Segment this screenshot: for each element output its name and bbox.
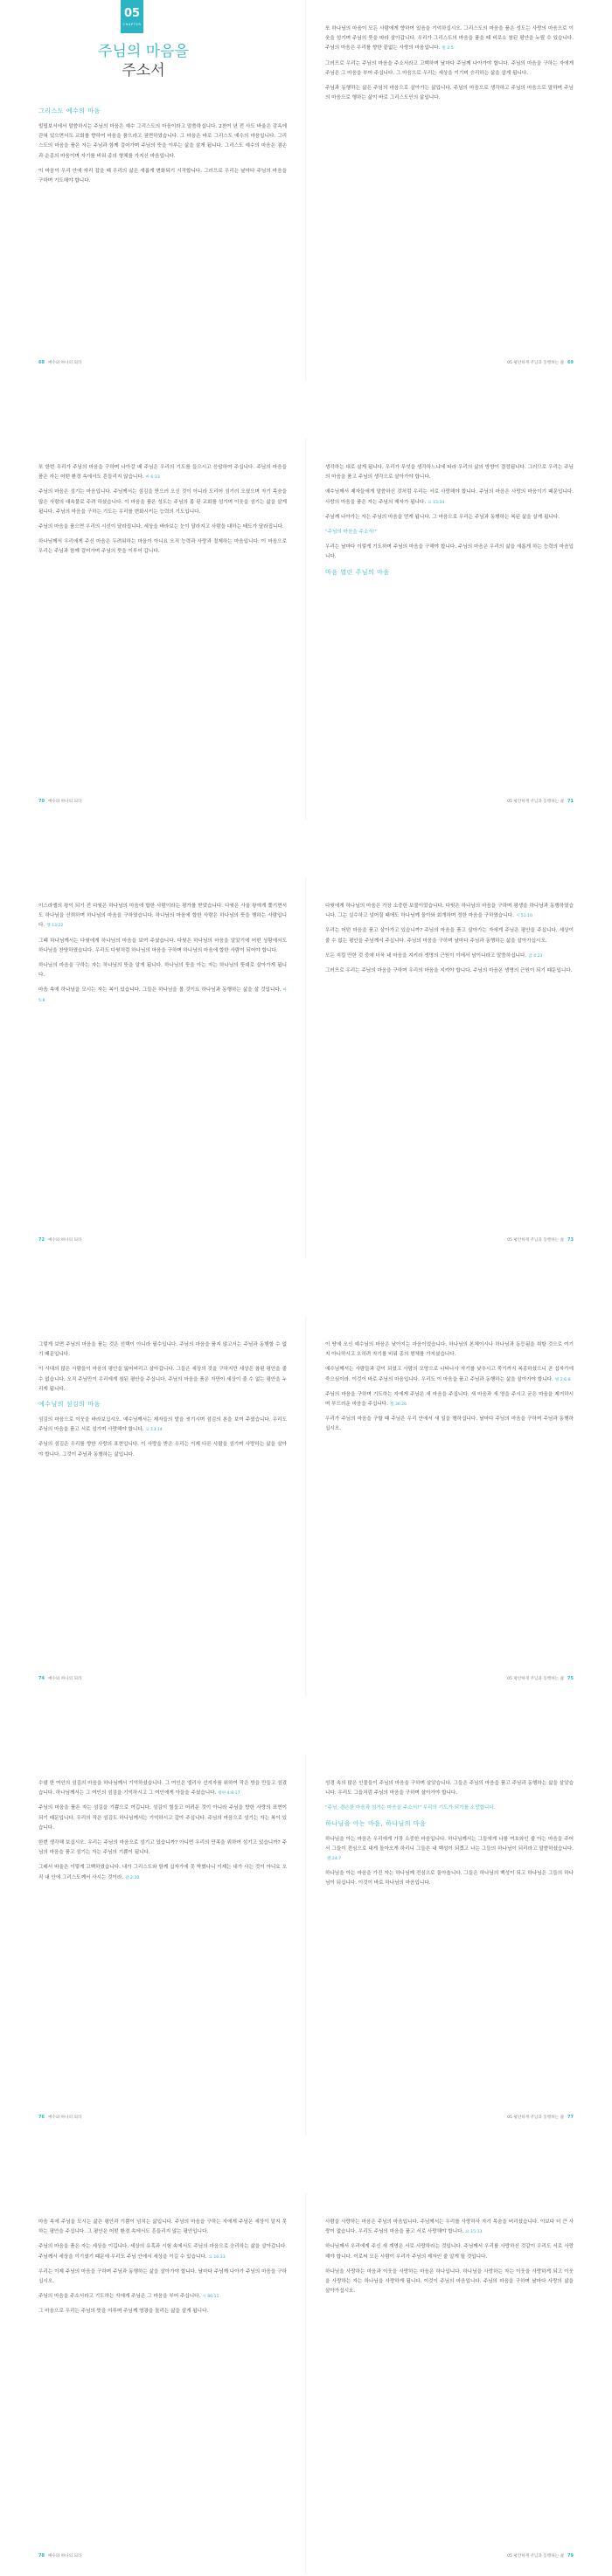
paragraph [38,2307,287,2316]
paragraph [38,2268,287,2287]
spread-5 [0,1755,612,2136]
paragraph-text: 하나님께서 우리에게 주신 마음은 두려워하는 마음이 아니요 오직 능력과 사랑과 절제하는 마음입니다. 이 마음으로 우리는 주님과 함께 걸어가며 주님의 뜻을 이루어 갑니다. [38,539,287,555]
spread-1 [0,0,612,381]
page-number: 71 [567,799,574,804]
paragraph-text: 그렇게 보면 주님의 마음을 품는 것은 선택이 아니라 필수입니다. 주님의 마음을 품지 않고서는 주님과 동행할 수 없기 때문입니다. [38,1342,287,1358]
opening-body [38,101,287,191]
page-number: 79 [567,2553,574,2559]
paragraph-text: 하나님을 아는 마음을 가진 자는 하나님께 전심으로 돌아옵니다. 그들은 하나님의 백성이 되고 하나님은 그들의 하나님이 되십니다. 이것이 바로 하나님의 마음입니다. [325,1871,574,1887]
page-footer [507,2553,574,2559]
page-footer [507,799,574,804]
paragraph [325,902,574,921]
paragraph [325,463,574,482]
page-71 [306,439,612,820]
page-78 [0,2193,306,2574]
chapter-title-line2: 주소서 [122,62,165,80]
paragraph-text: 하나님께서 우리에게 주신 새 계명은 서로 사랑하라는 것입니다. 주님께서 우리를 사랑하신 것같이 우리도 서로 사랑해야 합니다. 이로써 모든 사람이 우리가 주님의 제자인 줄 알게 될 것입니다. [325,2244,574,2260]
paragraph [325,966,574,976]
scripture-ref: 요 13:34 [428,500,445,505]
paragraph [38,523,287,532]
footer-book-title: 예수와 하나의 되라 [47,2116,82,2120]
paragraph [38,2292,287,2302]
footer-chapter-title: 05 평안하게 주님과 동행하는 삶 [507,1677,565,1681]
paragraph [325,1340,574,1360]
spread-2 [0,439,612,820]
paragraph-text: 우리는 날마다 이렇게 기도하며 주님의 마음을 구해야 합니다. 주님의 마음은 우리의 삶을 새롭게 하는 능력의 마음입니다. [325,544,574,560]
paragraph [325,2218,574,2237]
paragraph [325,1869,574,1888]
paragraph [38,122,287,162]
chapter-title [38,42,248,80]
page-footer [38,1676,81,1681]
page-footer [507,2115,574,2120]
paragraph [325,2242,574,2261]
paragraph [325,952,574,961]
paragraph-text: 하나님을 사랑하는 마음과 이웃을 사랑하는 마음은 하나입니다. 하나님을 사랑하는 자는 이웃을 사랑하게 되고 이웃을 사랑하는 자는 하나님을 사랑하게 됩니다. 이것이 주님의 마음입니다. 주님의 마음을 구하며 날마다 사랑의 삶을 살아가십시오. [325,2268,574,2295]
paragraph-text: 주님의 마음을 품은 자는 섬김을 기쁨으로 여깁니다. 섬김이 힘들고 어려운 것이 아니라 주님을 향한 사랑의 표현이 되기 때문입니다. 우리의 작은 섬김도 하나님께서는 기억하시고 갚아 주십니다. 주님의 마음으로 섬기는 자는 복이 있습니다. [38,1805,287,1831]
footer-book-title: 예수와 하나의 되라 [47,1677,82,1681]
page-77 [306,1755,612,2136]
paragraph-text: 이스라엘의 왕이 되기 전 다윗은 하나님의 마음에 합한 사람이라는 평가를 받았습니다. 다윗은 사울 왕에게 쫓기면서도 하나님을 신뢰하며 하나님의 마음을 구하였습니다. 하나님의 마음에 합한 사람은 하나님의 뜻을 행하는 사람입니다. [38,904,287,929]
scripture-ref: 행 13:22 [46,924,64,929]
page-number: 68 [38,360,45,365]
page-68 [0,0,306,381]
paragraph [325,513,574,523]
footer-book-title: 예수와 하나의 되라 [47,2554,82,2559]
paragraph-text: "주님의 마음을 주소서!" [325,530,378,536]
scripture-ref: 갈 2:20 [125,1875,140,1880]
paragraph-text: 이 시대의 많은 사람들이 마음의 평안을 잃어버리고 살아갑니다. 그들은 세상의 것을 구하지만 세상은 참된 평안을 줄 수 없습니다. 오직 주님만이 우리에게 참된 평안을 주십니다. 주님의 마음을 품은 자만이 세상이 줄 수 없는 평안을 누리게 됩니다. [38,1367,287,1392]
paragraph [325,1779,574,1798]
footer-book-title: 예수와 하나의 되라 [47,361,82,365]
paragraph [38,1440,287,1459]
quote-paragraph [325,528,574,537]
footer-chapter-title: 05 평안하게 주님과 동행하는 삶 [507,1238,565,1243]
paragraph [38,488,287,517]
paragraph-text: 예수님께서 제자들에게 말씀하신 것처럼 우리는 서로 사랑해야 합니다. 주님의 마음은 사랑의 마음이기 때문입니다. 사랑의 마음을 품은 자는 주님의 제자가 됩니다. [325,489,574,505]
paragraph [38,2242,287,2261]
footer-chapter-title: 05 평안하게 주님과 동행하는 삶 [507,361,565,365]
scripture-ref: 요 15:13 [465,2230,483,2235]
paragraph-text: 주님의 마음은 섬기는 마음입니다. 주님께서는 섬김을 받으러 오신 것이 아니라 도리어 섬기러 오셨으며 자기 목숨을 많은 사람의 대속물로 주려 하셨습니다. 이 마음을 품은 성도는 주님의 몸 된 교회를 섬기며 이웃을 섬기는 삶을 살게 됩니다. 주님의 마음을 구하는 기도는 우리를 변화시키는 능력의 기도입니다. [38,489,287,515]
paragraph [38,937,287,956]
paragraph-text: 주님께 나아가는 자는 주님의 마음을 얻게 됩니다. 그 마음으로 우리는 주님과 동행하는 복된 삶을 살게 됩니다. [325,514,560,520]
paragraph-text: 빌립보서에서 말씀하시는 주님의 마음은 예수 그리스도의 마음이라고 말씀하십니다. 2천여 년 전 사도 바울은 감옥에 갇혀 있으면서도 교회를 향하여 마음을 품으라고 권면하였습니다. 그 마음은 바로 그리스도 예수의 마음입니다. 그리스도의 마음을 품은 자는 주님과 함께 걸어가며 주님의 뜻을 이루는 삶을 살게 됩니다. 그리스도 예수의 마음은 겸손과 순종의 마음이며 자기를 비워 종의 형체를 가지신 마음입니다. [38,124,287,159]
paragraph [325,488,574,507]
paragraph-text: 또 하나님의 마음이 모든 사람에게 향하여 있음을 기억하십시오. 그리스도의 마음을 품은 성도는 사랑의 마음으로 이웃을 섬기며 주님의 뜻을 따라 살아갑니다. 우리가 그리스도의 마음을 품을 때 비로소 참된 평안을 누릴 수 있습니다. 주님의 마음은 우리를 향한 끝없는 사랑의 마음입니다. [325,26,574,52]
paragraph-text: 우리가 주님의 마음을 구할 때 주님은 우리 안에서 새 일을 행하십니다. 날마다 주님의 마음을 구하며 주님과 동행하십시오. [325,1416,574,1432]
page-number: 73 [567,1237,574,1243]
page-74 [0,1316,306,1697]
chapter-tab [121,0,143,33]
paragraph-text: 수넴 한 여인의 섬김의 마음을 하나님께서 기억하셨습니다. 그 여인은 엘리사 선지자를 위하여 작은 방을 만들고 섬겼습니다. 하나님께서는 그 여인의 섬김을 기억하시고 그 여인에게 아들을 주셨습니다. [38,1781,287,1797]
footer-chapter-title: 05 평안하게 주님과 동행하는 삶 [507,2554,565,2559]
paragraph-text: 다윗에게 하나님의 마음은 가장 소중한 보물이었습니다. 다윗은 하나님의 마음을 구하며 평생을 하나님과 동행하였습니다. 그는 실수하고 넘어질 때에도 하나님께 돌아와 회개하며 정한 마음을 구하였습니다. [325,904,574,919]
section-heading: 마음 열린 주님의 마음 [325,568,390,576]
paragraph-text: 하나님을 아는 마음은 우리에게 가장 소중한 마음입니다. 하나님께서는 그들에게 나를 여호와인 줄 아는 마음을 주어서 그들이 전심으로 내게 돌아오게 하리니 그들은 내 백성이 되겠고 나는 그들의 하나님이 되리라고 말씀하셨습니다. [325,1836,574,1852]
footer-book-title: 예수와 하나의 되라 [47,800,82,804]
scripture-ref: 잠 4:23 [528,953,543,959]
paragraph-text: 마음 속에 하나님을 모시는 자는 복이 있습니다. 그들은 하나님을 볼 것이요 하나님과 동행하는 삶을 살 것입니다. [38,987,282,994]
page-footer [38,360,81,365]
scripture-ref: 렘 24:7 [327,1857,342,1862]
paragraph [38,902,287,931]
page-number: 69 [567,360,574,365]
paragraph [38,1779,287,1798]
paragraph [38,463,287,482]
page-75 [306,1316,612,1697]
page-69 [306,0,612,381]
paragraph-text: "주님, 겸손한 마음과 섬기는 마음을 주소서!" 우리의 기도가 되기를 소망합니다. [325,1805,496,1811]
paragraph-text: 그러므로 우리는 주님의 마음을 주소서라고 고백하며 날마다 주님께 나아가야 합니다. 주님의 마음을 구하는 자에게 주님은 그 마음을 부어 주십니다. 그 마음으로 우리는 세상을 이기며 승리하는 삶을 살게 됩니다. [325,60,574,76]
paragraph [38,1340,287,1360]
page-number: 70 [38,799,45,804]
paragraph-text: 주님의 마음을 품으면 우리의 시선이 달라집니다. 세상을 바라보는 눈이 달라지고 사람을 대하는 태도가 달라집니다. [38,524,284,530]
paragraph-text: 또 한번 우리가 주님의 마음을 구하며 나아갈 때 주님은 우리의 기도를 들으시고 응답하여 주십니다. 주님의 마음을 품은 자는 어떤 환경 속에서도 흔들리지 않습니다. [38,465,287,481]
paragraph-text: 예수님께서는 사람들과 같이 되셨고 사람의 모양으로 나타나사 자기를 낮추시고 죽기까지 복종하셨으니 곧 십자가에 죽으심이라. 이것이 바로 주님의 마음입니다. 우리도 이 마음을 품고 주님과 동행하는 삶을 살아가야 합니다. [325,1367,574,1382]
scripture-ref: 왕하 4:8-17 [218,1791,240,1797]
scripture-ref: 마 6:33 [145,475,160,481]
paragraph [38,1839,287,1858]
page-76 [0,1755,306,2136]
paragraph [38,1365,287,1395]
page-footer [38,1237,81,1243]
scripture-ref: 마 5:8 [38,988,287,1003]
paragraph-text: 한번 생각해 보십시오. 우리는 주님의 마음으로 섬기고 있습니까? 아니면 우리의 만족을 위하여 섬기고 있습니까? 주님의 마음을 품고 섬기는 자는 주님의 기쁨이 됩니다. [38,1840,287,1856]
paragraph [38,1416,287,1435]
paragraph [325,1835,574,1865]
spread-4 [0,1316,612,1697]
paragraph-text: 주님의 마음을 구하며 기도하는 자에게 주님은 새 마음을 주십니다. 새 마음과 새 영을 주시고 굳은 마음을 제거하시며 부드러운 마음을 주십니다. [325,1391,574,1408]
paragraph-text: 사람을 사랑하는 마음은 주님의 마음입니다. 주님께서는 우리를 사랑하사 자기 목숨을 버리셨습니다. 이보다 더 큰 사랑이 없습니다. 우리도 주님의 마음을 품고 서로 사랑해야 합니다. [325,2219,574,2235]
page-footer [507,360,574,365]
paragraph-text: 주님의 마음을 품은 자는 세상을 이깁니다. 세상의 유혹과 시험 속에서도 주님의 마음으로 승리하는 삶을 살아갑니다. 주님께서 세상을 이기셨기 때문에 우리도 주님 안에서 세상을 이길 수 있습니다. [38,2244,287,2260]
page-footer [507,1237,574,1243]
paragraph [38,537,287,557]
section-heading: 그리스도 예수의 마음 [38,107,101,114]
paragraph [325,84,574,103]
paragraph-text: 우리는 이제 주님의 마음을 구하며 주님과 동행하는 삶을 살아가야 합니다. 날마다 주님께 나아가 주님의 마음을 구하십시오. [38,2268,287,2285]
page-footer [38,2553,81,2559]
paragraph-text: 그때 하나님께서는 다윗에게 하나님의 마음을 보여 주셨습니다. 다윗은 하나님의 마음을 알았기에 어떤 상황에서도 하나님을 찬양하였습니다. 우리도 다윗처럼 하나님의 마음을 구하며 하나님의 마음에 합한 사람이 되어야 합니다. [38,938,287,953]
paragraph [325,59,574,79]
paragraph [325,24,574,54]
page-number: 72 [38,1237,45,1243]
scripture-ref: 빌 2:6-8 [554,1377,571,1382]
paragraph-text: 모든 지킬 만한 것 중에 더욱 네 마음을 지키라 생명의 근원이 이에서 남이니라고 말씀하십니다. [325,952,527,959]
paragraph-text: 생각하는 대로 살게 됩니다. 우리가 무엇을 생각하느냐에 따라 우리의 삶의 방향이 결정됩니다. 그러므로 우리는 주님의 마음을 품고 주님의 생각으로 살아가야 합니다. [325,465,574,481]
scripture-ref: 시 86:11 [202,2295,219,2300]
paragraph-text: 주님의 섬김은 우리를 향한 사랑의 표현입니다. 이 사랑을 받은 우리는 이제 다른 사람을 섬기며 사랑하는 삶을 살아야 합니다. 그것이 주님과 동행하는 삶입니다. [38,1442,287,1458]
paragraph [325,543,574,562]
scripture-ref: 요 13:14 [145,1428,163,1433]
page-number: 78 [38,2553,45,2559]
paragraph-text: 하나님의 마음을 구하는 자는 하나님의 뜻을 알게 됩니다. 하나님의 뜻을 아는 자는 하나님의 뜻대로 살아가게 됩니다. [38,963,287,979]
paragraph [38,2218,287,2237]
paragraph [325,1390,574,1409]
page-70 [0,439,306,820]
paragraph [38,986,287,1005]
footer-chapter-title: 05 평안하게 주님과 동행하는 삶 [507,800,565,804]
paragraph-text: 우리는 어떤 마음을 품고 살아가고 있습니까? 주님의 마음을 품고 살아가는 자에게 주님은 평안을 주십니다. 세상이 줄 수 없는 평안을 주님께서 주십니다. 주님의 마음을 구하며 날마다 주님과 동행하는 삶을 살아가십시오. [325,928,574,944]
paragraph-text: 그 마음으로 우리는 주님의 뜻을 이루며 주님께 영광을 돌리는 삶을 살게 됩니다. [38,2309,209,2315]
footer-chapter-title: 05 평안하게 주님과 동행하는 삶 [507,2116,565,2120]
page-73 [306,877,612,1258]
footer-book-title: 예수와 하나의 되라 [47,1238,82,1243]
scripture-ref: 요 16:33 [208,2254,226,2260]
paragraph [325,926,574,945]
page-number: 74 [38,1676,45,1681]
page-footer [507,1676,574,1681]
paragraph-text: 마음 속에 주님을 모시는 삶은 평안과 기쁨이 넘치는 삶입니다. 주님의 마음을 구하는 자에게 주님은 세상이 알지 못하는 평안을 주십니다. 그 평안은 어떤 환경 속에서도 흔들리지 않는 평안입니다. [38,2219,287,2235]
page-79 [306,2193,612,2574]
paragraph-text: 주님과 동행하는 삶은 주님의 마음으로 살아가는 삶입니다. 주님의 마음으로 생각하고 주님의 마음으로 말하며 주님의 마음으로 행하는 삶이 바로 그리스도인의 삶입니다. [325,86,574,101]
paragraph [38,961,287,980]
paragraph-text: 섬김의 마음으로 이웃을 바라보십시오. 예수님께서는 제자들의 발을 씻기시며 섬김의 본을 보여 주셨습니다. 우리도 주님의 마음을 품고 서로 섬기며 사랑해야 합니다. [38,1417,287,1433]
chapter-title-line1: 주님의 마음을 [98,43,189,60]
page-number: 75 [567,1676,574,1681]
page-number: 77 [567,2115,574,2120]
paragraph-text: 주님의 마음을 주소서라고 기도하는 자에게 주님은 그 마음을 부어 주십니다. [38,2294,201,2300]
paragraph [38,167,287,186]
section-heading: 하나님을 아는 마음, 하나님의 마음 [325,1819,427,1827]
paragraph-text: 이 땅에 오신 예수님의 마음은 낮아지는 마음이었습니다. 하나님의 본체이시나 하나님과 동등됨을 취할 것으로 여기지 아니하시고 오히려 자기를 비워 종의 형체를 가지셨습니다. [325,1342,574,1358]
scripture-ref: 겔 36:26 [389,1402,407,1408]
paragraph-text: 그러므로 우리는 주님의 마음을 구하며 우리의 마음을 지켜야 합니다. 주님의 마음은 생명의 근원이 되기 때문입니다. [325,968,573,974]
paragraph [325,1415,574,1434]
paragraph-text: 이 마음이 우리 안에 자리 잡을 때 우리의 삶은 새롭게 변화되기 시작합니다. 그러므로 우리는 날마다 주님의 마음을 구하며 기도해야 합니다. [38,168,287,184]
scripture-ref: 빌 2:5 [442,46,454,52]
paragraph-text: 그래서 바울은 이렇게 고백하였습니다. 내가 그리스도와 함께 십자가에 못 박혔나니 이제는 내가 사는 것이 아니요 오직 내 안에 그리스도께서 사시는 것이라. [38,1865,287,1880]
paragraph-text: 성경 속의 많은 인물들이 주님의 마음을 구하며 살았습니다. 그들은 주님의 마음을 품고 주님과 동행하는 삶을 살았습니다. 우리도 그들처럼 주님의 마음을 구하며 살아가야 합니다. [325,1781,574,1797]
scripture-ref: 시 51:10 [515,914,533,919]
paragraph [325,2268,574,2297]
page-footer [38,799,81,804]
chapter-number: 05 [123,7,141,20]
quote-paragraph [325,1804,574,1813]
spread-3 [0,877,612,1258]
page-72 [0,877,306,1258]
page-footer [38,2115,81,2120]
page-number: 76 [38,2115,45,2120]
section-heading: 예수님의 섬김의 마음 [38,1401,101,1409]
chapter-word: CHAPTER [122,23,142,26]
paragraph [38,1863,287,1882]
paragraph [38,1804,287,1833]
spread-6 [0,2193,612,2574]
paragraph [325,1365,574,1384]
